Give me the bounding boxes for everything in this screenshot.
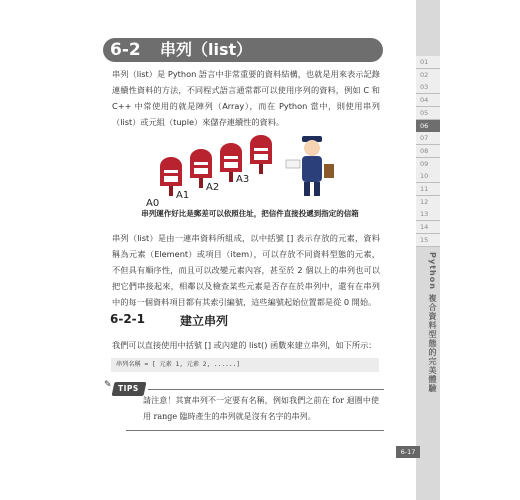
chapter-tab-12[interactable]: 12 — [416, 196, 440, 209]
chapter-tab-09[interactable]: 09 — [416, 158, 440, 171]
paragraph-list-description: 串列（list）是由一連串資料所組成，以中括號 [] 表示存放的元素，資料稱為元素（Element）或項目（item），可以存放不同資料型態的元素，不但具有順序性，而且可以改變元素內容，甚至於 2 個以上的串列也可以把它們串接起來，相鄰以及檢查某些元素是否存在於串列中，還有在串列中的每一個資料項目都有其索引編號，這些編號起始位置都是從 0 開始。 — [112, 233, 380, 307]
chapter-tab-04[interactable]: 04 — [416, 94, 440, 107]
page-number: 6-17 — [396, 446, 420, 458]
pencil-icon: ✎ — [104, 380, 112, 390]
figure-caption: 串列運作好比是郵差可以依照住址，把信件直接投遞到指定的信箱 — [141, 209, 359, 218]
chapter-tab-01[interactable]: 01 — [416, 56, 440, 69]
label-a1: A1 — [176, 190, 190, 201]
chapter-tab-10[interactable]: 10 — [416, 170, 440, 183]
paragraph-create-list: 我們可以直接使用中括號 [] 或內建的 list() 函數來建立串列，如下所示： — [112, 340, 377, 350]
tips-text: 請注意！其實串列不一定要有名稱，例如我們之前在 for 迴圈中使用 range 臨時產生的串列就是沒有名字的串列。 — [143, 396, 379, 421]
mailbox-a3 — [250, 135, 272, 174]
chapter-tab-02[interactable]: 02 — [416, 69, 440, 82]
chapter-tab-15[interactable]: 15 — [416, 234, 440, 247]
tips-label: TIPS — [118, 384, 139, 393]
paragraph-intro: 串列（list）是 Python 語言中非常重要的資料結構，也就是用來表示記錄連續性資料的方法，不同程式語言通常都可以使用序列的資料，例如 C 和 C++ 中常使用的就是陣列（Array），而在 Python 當中，則使用串列（list）或元組（tuple）來儲存連續性的資料。 — [112, 69, 380, 127]
section-number: 6-2 — [110, 40, 141, 60]
label-a0: A0 — [146, 198, 160, 208]
chapter-tab-06[interactable]: 06 — [416, 120, 440, 133]
mailbox-illustration — [100, 128, 390, 208]
chapter-tab-03[interactable]: 03 — [416, 81, 440, 94]
chapter-title-vertical: Python 複合資料型態的完美體驗 — [428, 252, 437, 393]
label-a3: A3 — [236, 174, 250, 185]
tips-bottom-rule — [126, 430, 384, 431]
chapter-tab-07[interactable]: 07 — [416, 132, 440, 145]
postman-figure — [286, 136, 334, 196]
chapter-tab-11[interactable]: 11 — [416, 183, 440, 196]
chapter-tab-14[interactable]: 14 — [416, 221, 440, 234]
section-title: 串列（list） — [160, 40, 253, 59]
code-syntax: 串列名稱 = [ 元素 1, 元素 2, ......] — [116, 361, 241, 368]
tips-divider — [148, 389, 384, 390]
label-a2: A2 — [206, 182, 220, 193]
subsection-title: 建立串列 — [180, 314, 229, 328]
chapter-tab-05[interactable]: 05 — [416, 107, 440, 120]
subsection-number: 6-2-1 — [110, 312, 146, 326]
chapter-tab-13[interactable]: 13 — [416, 208, 440, 221]
chapter-tab-08[interactable]: 08 — [416, 145, 440, 158]
